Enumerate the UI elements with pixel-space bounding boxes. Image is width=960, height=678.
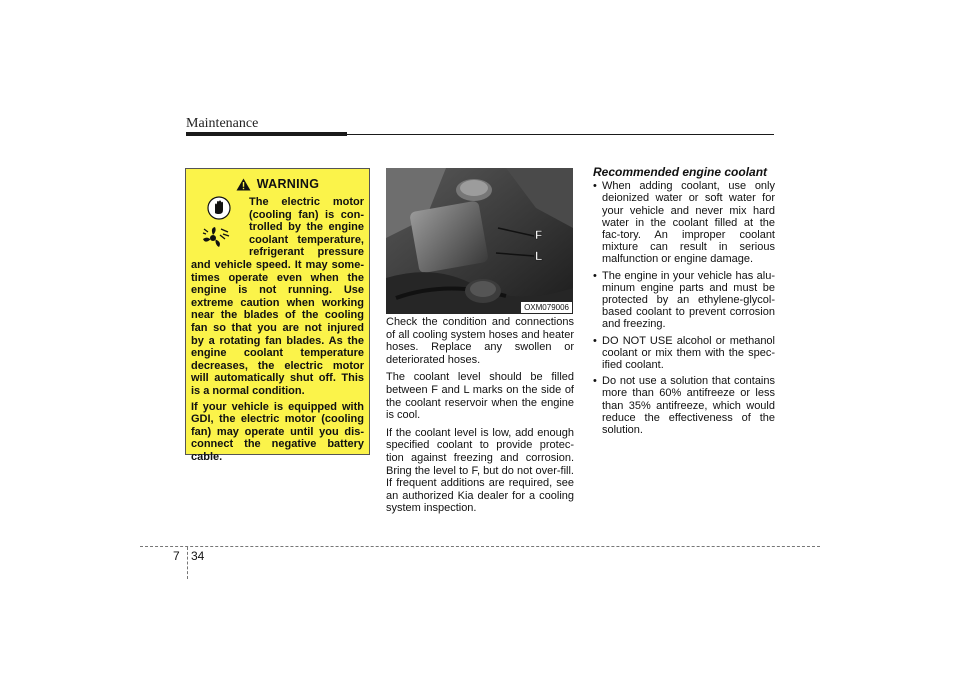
warning-label: WARNING <box>256 177 320 191</box>
warning-pictograms <box>201 196 243 252</box>
list-item: • When adding coolant, use only deionized water or soft water for your vehicle and never mix hard water in the coolant filled at the fac-tory. An improper coolant mixture can result in serious malfunction or engine damage. <box>593 180 775 265</box>
photo-caption: OXM079006 <box>521 302 572 313</box>
warning-box <box>185 168 370 463</box>
warning-triangle-icon <box>236 178 251 191</box>
warning-paragraph-2: If your vehicle is equipped with GDI, the electric motor (cooling fan) may operate until you dis-connect the negative battery cable. <box>191 400 364 463</box>
header-rule-thick <box>186 132 347 136</box>
warning-heading <box>191 175 364 193</box>
footer-divider <box>187 547 188 579</box>
list-item: • The engine in your vehicle has alu-minum engine parts and must be protected by an ethylene-glycol-based coolant to prevent corrosion and freezing. <box>593 270 775 331</box>
page-number: 34 <box>191 549 205 563</box>
list-item: • Do not use a solution that contains more than 60% antifreeze or less than 35% antifreeze, which would reduce the effectiveness of the solution. <box>593 375 775 436</box>
chapter-number: 7 <box>173 549 180 563</box>
footer-rule <box>140 546 820 547</box>
header-rule-thin <box>347 134 774 135</box>
section-heading: Recommended engine coolant <box>593 165 768 179</box>
body-paragraph-3: If the coolant level is low, add enough specified coolant to provide protec-tion against freezing and corrosion. Bring the level to F, but do not over-fill. If frequent additions are required, see an authorized Kia dealer for a cooling system inspection. <box>386 426 574 515</box>
rotating-fan-hazard-icon <box>201 225 231 251</box>
recommended-coolant-section <box>593 166 775 440</box>
list-item: • DO NOT USE alcohol or methanol coolant or mix them with the spec-ified coolant. <box>593 335 775 372</box>
stop-hand-icon <box>207 196 231 220</box>
engine-bay-illustration <box>386 168 573 314</box>
body-paragraph-2: The coolant level should be filled between F and L marks on the side of the coolant reservoir when the engine is cool. <box>386 371 574 422</box>
page-section-title: Maintenance <box>186 116 259 131</box>
coolant-check-text <box>386 316 574 520</box>
coolant-reservoir-photo <box>386 168 573 314</box>
low-mark-label: L <box>535 249 543 263</box>
full-mark-label: F <box>535 228 543 242</box>
body-paragraph-1: Check the condition and connections of all cooling system hoses and heater hoses. Replace any swollen or deteriorated hoses. <box>386 316 574 366</box>
warning-paragraph-1: The electric motor (cooling fan) is con-trolled by the engine coolant temperature, refrigerant pressure and vehicle speed. It may some-times operate even when the engine is not running. Use extreme caution when working near the blades of the cooling fan so that you are not injured by a rotating fan blades. As the engine coolant temperature decreases, the electric motor will automatically shut off. This is a normal condition. <box>191 196 364 397</box>
